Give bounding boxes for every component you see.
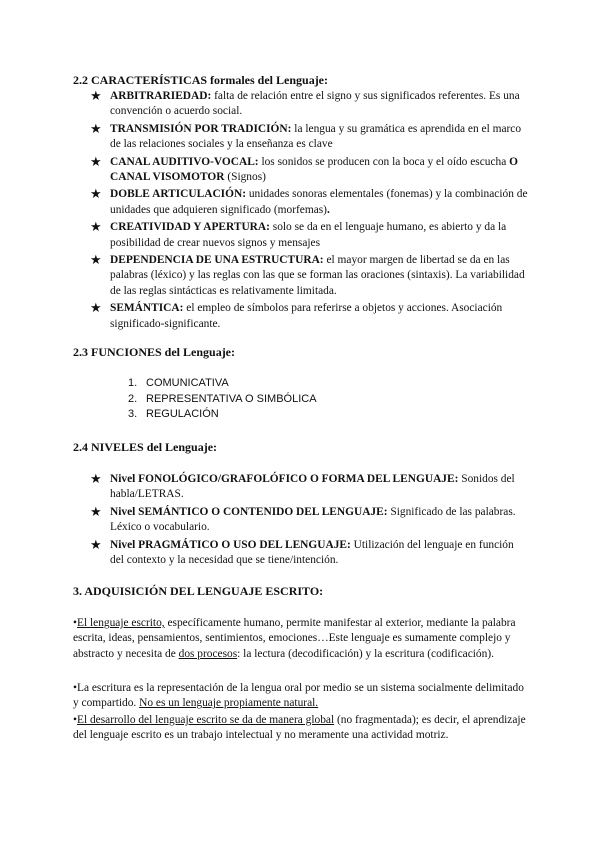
item-label: REPRESENTATIVA O SIMBÓLICA bbox=[146, 392, 317, 405]
list-item bbox=[90, 220, 530, 251]
underlined-text: El desarrollo del lenguaje escrito se da de manera global bbox=[77, 714, 335, 726]
item-text: falta de relación entre el signo y sus significados referentes. Es una convención o acuerdo social. bbox=[110, 90, 520, 118]
item-term: Nivel SEMÁNTICO O CONTENIDO DEL LENGUAJE: bbox=[110, 505, 388, 518]
functions-list bbox=[128, 376, 317, 423]
star-icon: ★ bbox=[90, 219, 102, 235]
star-icon: ★ bbox=[90, 153, 102, 169]
item-text-2: (Signos) bbox=[224, 171, 266, 184]
list-item bbox=[90, 301, 530, 332]
item-term-2: O CANAL VISOMOTOR bbox=[110, 155, 518, 184]
item-text: la lengua y su gramática es aprendida en el marco de las relaciones sociales y la enseñanza es clave bbox=[110, 122, 522, 151]
item-term: ARBITRARIEDAD: bbox=[110, 90, 212, 102]
paragraph-2 bbox=[73, 681, 531, 712]
list-item bbox=[128, 407, 317, 423]
characteristics-list bbox=[90, 89, 530, 334]
section-2-2-heading: 2.2 CARACTERÍSTICAS formales del Lenguaje: bbox=[73, 73, 329, 87]
list-item bbox=[90, 472, 530, 503]
paragraph-text: : la lectura (decodificación) y la escritura (codificación). bbox=[237, 647, 494, 660]
item-label: COMUNICATIVA bbox=[146, 377, 229, 389]
item-text: el empleo de símbolos para referirse a objetos y acciones. Asociación significado-significante. bbox=[110, 302, 503, 330]
star-icon: ★ bbox=[90, 252, 102, 268]
item-term: Nivel FONOLÓGICO/GRAFOLÓFICO O FORMA DEL LENGUAJE: bbox=[110, 473, 459, 485]
item-text: Significado de las palabras. Léxico o vocabulario. bbox=[110, 505, 516, 534]
list-item bbox=[90, 505, 530, 536]
list-item bbox=[90, 253, 530, 299]
item-term: TRANSMISIÓN POR TRADICIÓN: bbox=[110, 122, 292, 135]
item-term: Nivel PRAGMÁTICO O USO DEL LENGUAJE: bbox=[110, 538, 351, 551]
item-term: DOBLE ARTICULACIÓN: bbox=[110, 188, 246, 201]
item-number: 3. bbox=[128, 408, 138, 420]
item-text: unidades sonoras elementales (fonemas) y la combinación de unidades que adquieren significado (morfemas) bbox=[110, 188, 528, 216]
star-icon: ★ bbox=[90, 471, 102, 486]
section-2-4-heading: 2.4 NIVELES del Lenguaje: bbox=[73, 440, 218, 454]
item-term: SEMÁNTICA: bbox=[110, 302, 184, 315]
paragraph-text: específicamente humano, permite manifestar al exterior, mediante la palabra escrita, ideas, pensamientos, sentimientos, emociones…Este lenguaje es sumamente complejo y abstracto y necesita de bbox=[73, 617, 516, 660]
list-item bbox=[128, 392, 317, 408]
item-text: Utilización del lenguaje en función del contexto y la necesidad que se tiene/intención. bbox=[110, 538, 514, 567]
bullet: • bbox=[73, 617, 77, 629]
star-icon: ★ bbox=[90, 503, 102, 519]
item-term: CREATIVIDAD Y APERTURA: bbox=[110, 221, 270, 234]
item-number: 2. bbox=[128, 392, 138, 405]
item-tail: . bbox=[326, 203, 330, 216]
item-text: los sonidos se producen con la boca y el oído escucha bbox=[258, 155, 510, 168]
list-item bbox=[90, 122, 530, 153]
item-number: 1. bbox=[128, 377, 138, 389]
underlined-text: dos procesos bbox=[178, 647, 238, 660]
star-icon: ★ bbox=[90, 120, 102, 136]
section-2-3-heading: 2.3 FUNCIONES del Lenguaje: bbox=[73, 345, 236, 359]
section-3-heading: 3. ADQUISICIÓN DEL LENGUAJE ESCRITO: bbox=[73, 584, 324, 598]
item-text: Sonidos del habla/LETRAS. bbox=[110, 473, 515, 501]
list-item bbox=[90, 187, 530, 218]
paragraph-1 bbox=[73, 616, 531, 662]
paragraph-text: •La escritura es la representación de la lengua oral por medio se un sistema socialmente delimitado y compartido. bbox=[73, 682, 524, 710]
list-item bbox=[90, 89, 530, 120]
star-icon: ★ bbox=[90, 88, 102, 103]
item-term: CANAL AUDITIVO-VOCAL: bbox=[110, 155, 259, 168]
star-icon: ★ bbox=[90, 536, 102, 552]
star-icon: ★ bbox=[90, 186, 102, 202]
item-label: REGULACIÓN bbox=[146, 408, 219, 420]
underlined-text: No es un lenguaje propiamente natural. bbox=[139, 697, 319, 710]
list-item bbox=[128, 376, 317, 392]
item-text: solo se da en el lenguaje humano, es abierto y da la posibilidad de crear nuevos signos y mensajes bbox=[110, 221, 507, 249]
star-icon: ★ bbox=[90, 300, 102, 316]
item-term: DEPENDENCIA DE UNA ESTRUCTURA: bbox=[110, 254, 324, 267]
paragraph-text: (no fragmentada); es decir, el aprendizaje del lenguaje escrito es un trabajo intelectual y no meramente una actividad motriz. bbox=[73, 714, 526, 742]
bullet: • bbox=[73, 714, 77, 726]
paragraph-3 bbox=[73, 713, 531, 744]
item-text: el mayor margen de libertad se da en las palabras (léxico) y las reglas con las que se forman las oraciones (sintaxis). La variabilidad de las reglas sintácticas es relativamente limitada. bbox=[110, 254, 525, 297]
list-item bbox=[90, 538, 530, 569]
levels-list bbox=[90, 472, 530, 570]
list-item bbox=[90, 155, 530, 186]
underlined-text: El lenguaje escrito, bbox=[77, 617, 165, 629]
